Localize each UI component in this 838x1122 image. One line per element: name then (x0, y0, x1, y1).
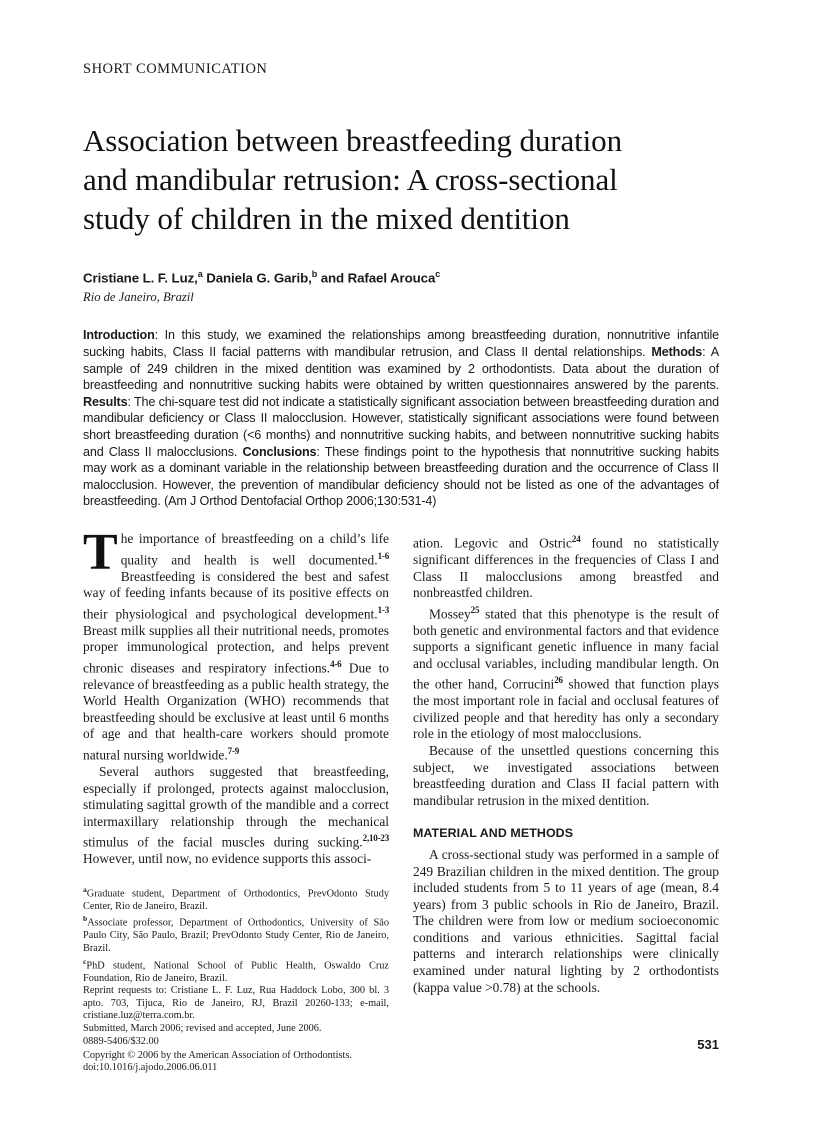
paragraph-study-sample: A cross-sectional study was performed in a sample of 249 Brazilian children in the mixed dentition. The group included students from 5 to 11 years of age (mean, 8.4 years) from 3 public schools in Rio de Janeiro, Brazil. The children were from low or medium socioeconomic conditions and various ethnicities. Sagittal facial patterns and interarch relationships were clinically examined under natural lighting by 2 orthodontists (kappa value >0.78) at the schools. (413, 847, 719, 995)
page-content (83, 0, 719, 1122)
author-affil-marker-a: a (197, 269, 203, 279)
paragraph-intro-part3: Breast milk supplies all their nutritional needs, promotes proper immunological protection, and helps prevent chronic diseases and respiratory infections. (83, 622, 389, 676)
paragraph-legovic (413, 531, 719, 602)
footnotes (83, 884, 389, 1075)
paragraph-authors-part1: Several authors suggested that breastfeeding, especially if prolonged, protects against malocclusion, stimulating sagittal growth of the mandible and a correct intermaxillary relationship through the mechanical stimulus of the facial muscles during sucking. (83, 763, 389, 850)
paragraph-intro-part2: Breastfeeding is considered the best and safest way of feeding infants because of its positive effects on their physiological and psychological development. (83, 568, 389, 622)
page-number: 531 (697, 1037, 719, 1052)
author-name-2: Daniela G. Garib, (202, 270, 312, 286)
left-column (83, 524, 389, 1075)
citation-ref: 2,10-23 (362, 833, 389, 844)
footnote-a-text: Graduate student, Department of Orthodontics, PrevOdonto Study Center, Rio de Janeiro, Brazil. (83, 888, 389, 912)
abstract-introduction-label: Introduction (83, 328, 155, 343)
abstract-results-text: : The chi-square test did not indicate a statistically significant association between breastfeeding duration and mandibular deficiency or Class II malocclusion. However, statistically significant associations were found between short breastfeeding duration (<6 months) and nonnutritive sucking habits, and between nonnutritive sucking habits and Class II malocclusions. (83, 394, 719, 459)
footnote-a (83, 884, 389, 914)
left-column-text (83, 524, 389, 868)
citation-ref: 1-6 (377, 550, 389, 561)
drop-cap: T (83, 524, 118, 581)
footnote-submitted: Submitted, March 2006; revised and accepted, June 2006. (83, 1022, 322, 1034)
page-title (83, 78, 719, 238)
footnote-doi: doi:10.1016/j.ajodo.2006.06.011 (83, 1062, 218, 1074)
paragraph-authors-suggested (83, 764, 389, 868)
abstract-conclusions-label: Conclusions (242, 444, 317, 459)
title-line-3: study of children in the mixed dentition (83, 201, 570, 236)
citation-ref: 7-9 (227, 745, 240, 756)
abstract-results-label: Results (83, 394, 128, 409)
section-label: SHORT COMMUNICATION (83, 61, 268, 77)
paragraph-intro-part1: he importance of breastfeeding on a child’s life quality and health is well documented. (120, 531, 389, 568)
affiliation-city: Rio de Janeiro, Brazil (83, 290, 194, 305)
footnote-marker-c: c (83, 956, 87, 966)
paragraph-intro-part4: Due to relevance of breastfeeding as a public health strategy, the World Health Organization (WHO) recommends that breastfeeding should be exclusive at least until 6 months of age and that health-care workers should promote natural nursing worldwide. (83, 660, 389, 763)
title-line-1: Association between breastfeeding duration (83, 123, 622, 158)
footnote-b (83, 913, 389, 955)
author-affil-marker-c: c (435, 269, 441, 279)
paragraph-mossey-part3: showed that function plays the most important role in facial and occlusal features of civilized people and that heredity has only a secondary role in the etiology of most malocclusions. (413, 676, 719, 742)
abstract-conclusions-text: : These findings point to the hypothesis that nonnutritive sucking habits may work as a dominant variable in the relationship between breastfeeding duration and the occurrence of Class II malocclusion. However, the prevention of mandibular deficiency should not be listed as one of the advantages of breastfeeding. (Am J Orthod Dentofacial Orthop 2006;130:531-4) (83, 444, 719, 509)
paragraph-legovic-part1: ation. Legovic and Ostric (413, 535, 572, 551)
author-name-3: and Rafael Arouca (317, 270, 436, 286)
footnote-marker-b: b (83, 914, 88, 924)
abstract-introduction-text: : In this study, we examined the relationships among breastfeeding duration, nonnutritive infantile sucking habits, Class II facial patterns with mandibular retrusion, and Class II dental relationships. (83, 328, 719, 360)
citation-ref: 25 (470, 604, 480, 615)
citation-ref: 1-3 (377, 604, 389, 615)
footnote-issn: 0889-5406/$32.00 (83, 1035, 159, 1047)
body-columns (83, 524, 720, 1075)
section-heading-material-and-methods: MATERIAL AND METHODS (413, 826, 574, 841)
paragraph-legovic-part2: found no statistically significant differences in the frequencies of Class I and Class II malocclusions among breastfed and nonbreastfed children. (413, 535, 719, 601)
author-list (83, 238, 719, 285)
abstract-methods-text: : A sample of 249 children in the mixed dentition was examined by 2 orthodontists. Data about the duration of breastfeeding and nonnutritive sucking habits were obtained by written questionnaires answered by the parents. (83, 345, 719, 393)
citation-ref: 4-6 (330, 658, 342, 669)
paragraph-mossey-part1: Mossey (429, 606, 471, 622)
paragraph-unsettled-questions: Because of the unsettled questions concerning this subject, we investigated associations between breastfeeding duration and Class II facial pattern with mandibular retrusion in the mixed dentition. (413, 742, 719, 808)
footnote-b-text: Associate professor, Department of Orthodontics, University of São Paulo City, São Paulo, Brazil; PrevOdonto Study Center, Rio de Janeiro, Brazil. (83, 917, 389, 954)
right-column (413, 531, 719, 1075)
footnote-copyright: Copyright © 2006 by the American Association of Orthodontists. (83, 1049, 352, 1061)
author-name-1: Cristiane L. F. Luz, (83, 270, 198, 286)
abstract-methods-label: Methods (651, 345, 703, 360)
author-affil-marker-b: b (311, 269, 318, 279)
footnote-reprint-requests: Reprint requests to: Cristiane L. F. Luz, Rua Haddock Lobo, 300 bl. 3 apto. 703, Tijuca, Rio de Janeiro, RJ, Brazil 20260-133; e-mail, cristiane.luz@terra.com.br. (83, 985, 389, 1022)
footnote-c-text: PhD student, National School of Public Health, Oswaldo Cruz Foundation, Rio de Janeiro, Brazil. (83, 959, 389, 984)
right-column-text-methods (413, 847, 719, 996)
footnote-c (83, 956, 389, 986)
paragraph-mossey (413, 602, 719, 743)
citation-ref: 24 (571, 534, 581, 544)
citation-ref: 26 (554, 675, 563, 686)
right-column-text (413, 531, 719, 809)
title-line-2: and mandibular retrusion: A cross-sectional (83, 162, 618, 197)
paragraph-mossey-part2: stated that this phenotype is the result of both genetic and environmental factors and that evidence supports a significant genetic influence in many facial and occlusal variables, including mandibular length. On the other hand, Corrucini (413, 606, 720, 692)
abstract (83, 305, 719, 510)
paragraph-authors-part2: However, until now, no evidence supports this associ- (83, 851, 372, 867)
footnote-marker-a: a (83, 884, 87, 894)
paragraph-intro (83, 524, 389, 764)
